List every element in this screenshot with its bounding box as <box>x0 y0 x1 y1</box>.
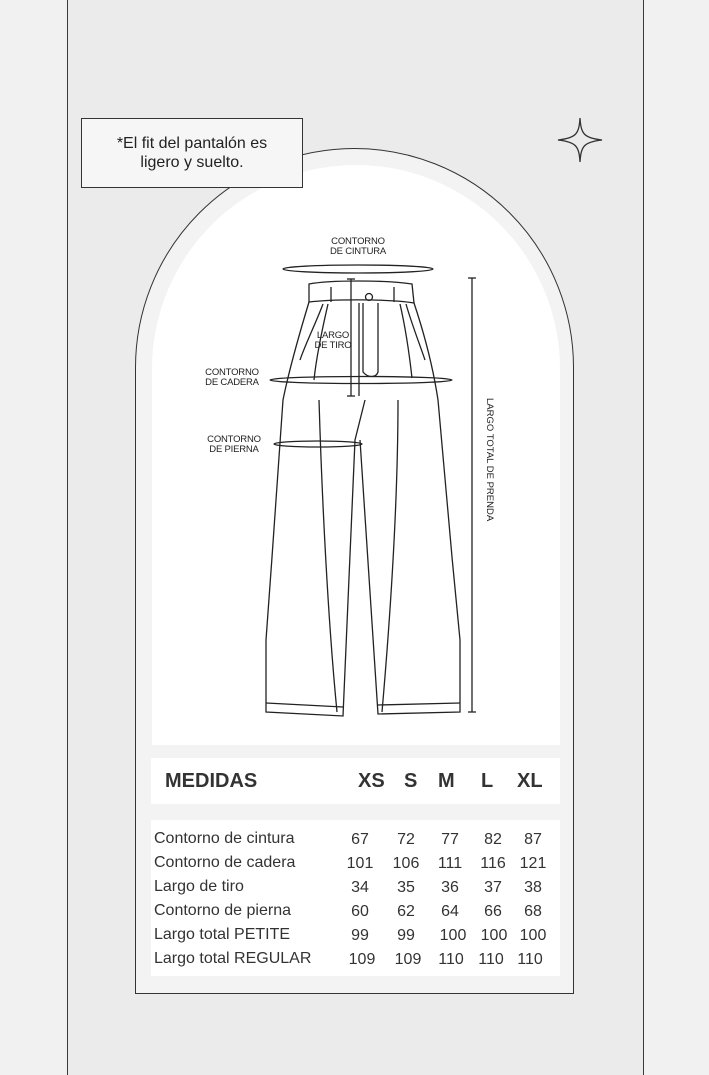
row-label: Contorno de pierna <box>154 902 291 919</box>
value-m: 36 <box>441 879 459 896</box>
leg-label-line-1: CONTORNO <box>207 434 261 445</box>
table-row <box>151 918 560 942</box>
rise-label <box>306 331 360 351</box>
table-row <box>151 870 560 894</box>
table-row <box>151 942 560 966</box>
value-m: 100 <box>439 927 467 944</box>
size-xl: XL <box>517 770 543 792</box>
measurements-table <box>151 820 560 976</box>
fit-note-line-1: *El fit del pantalón es <box>116 135 268 152</box>
value-l: 116 <box>480 855 506 872</box>
value-l: 100 <box>480 927 508 944</box>
value-xs: 101 <box>346 855 374 872</box>
row-label: Largo de tiro <box>154 878 244 895</box>
value-xs: 34 <box>351 879 369 896</box>
total-length-text: LARGO TOTAL DE PRENDA <box>484 398 495 522</box>
table-row <box>151 822 560 846</box>
table-row <box>151 894 560 918</box>
value-s: 106 <box>392 855 420 872</box>
value-xs: 109 <box>348 951 376 968</box>
leg-label-line-2: DE PIERNA <box>209 444 259 455</box>
value-xl: 38 <box>524 879 542 896</box>
value-l: 82 <box>484 831 502 848</box>
value-xl: 121 <box>519 855 547 872</box>
value-xl: 110 <box>517 951 543 968</box>
value-xs: 99 <box>351 927 369 944</box>
leg-label <box>195 435 273 455</box>
rise-label-line-2: DE TIRO <box>314 340 352 351</box>
value-xl: 100 <box>519 927 547 944</box>
value-xl: 68 <box>524 903 542 920</box>
waist-label <box>318 237 398 257</box>
table-header <box>151 758 560 804</box>
value-m: 64 <box>441 903 459 920</box>
row-label: Largo total REGULAR <box>154 950 312 967</box>
size-s: S <box>404 770 418 792</box>
table-row <box>151 846 560 870</box>
size-m: M <box>438 770 455 792</box>
value-s: 35 <box>397 879 415 896</box>
size-xs: XS <box>358 770 385 792</box>
row-label: Contorno de cintura <box>154 830 295 847</box>
value-xl: 87 <box>524 831 542 848</box>
value-s: 99 <box>397 927 415 944</box>
row-label: Largo total PETITE <box>154 926 291 943</box>
size-l: L <box>481 770 494 792</box>
waist-label-line-1: CONTORNO <box>331 236 385 247</box>
value-m: 111 <box>437 855 463 872</box>
value-s: 62 <box>397 903 415 920</box>
row-label: Contorno de cadera <box>154 854 296 871</box>
fit-note-line-2: ligero y suelto. <box>140 154 244 171</box>
value-l: 66 <box>484 903 502 920</box>
value-xs: 60 <box>351 903 369 920</box>
value-s: 72 <box>397 831 415 848</box>
total-length-label <box>485 398 497 538</box>
value-l: 110 <box>478 951 504 968</box>
waist-label-line-2: DE CINTURA <box>329 246 387 257</box>
value-xs: 67 <box>351 831 369 848</box>
hip-label-line-1: CONTORNO <box>205 367 259 378</box>
value-l: 37 <box>484 879 502 896</box>
table-title: MEDIDAS <box>165 770 258 792</box>
waistband <box>309 281 414 303</box>
value-s: 109 <box>394 951 422 968</box>
value-m: 77 <box>441 831 459 848</box>
rise-label-line-1: LARGO <box>316 330 350 341</box>
value-m: 110 <box>438 951 464 968</box>
hip-label-line-2: DE CADERA <box>205 377 259 388</box>
hip-label <box>193 368 271 388</box>
